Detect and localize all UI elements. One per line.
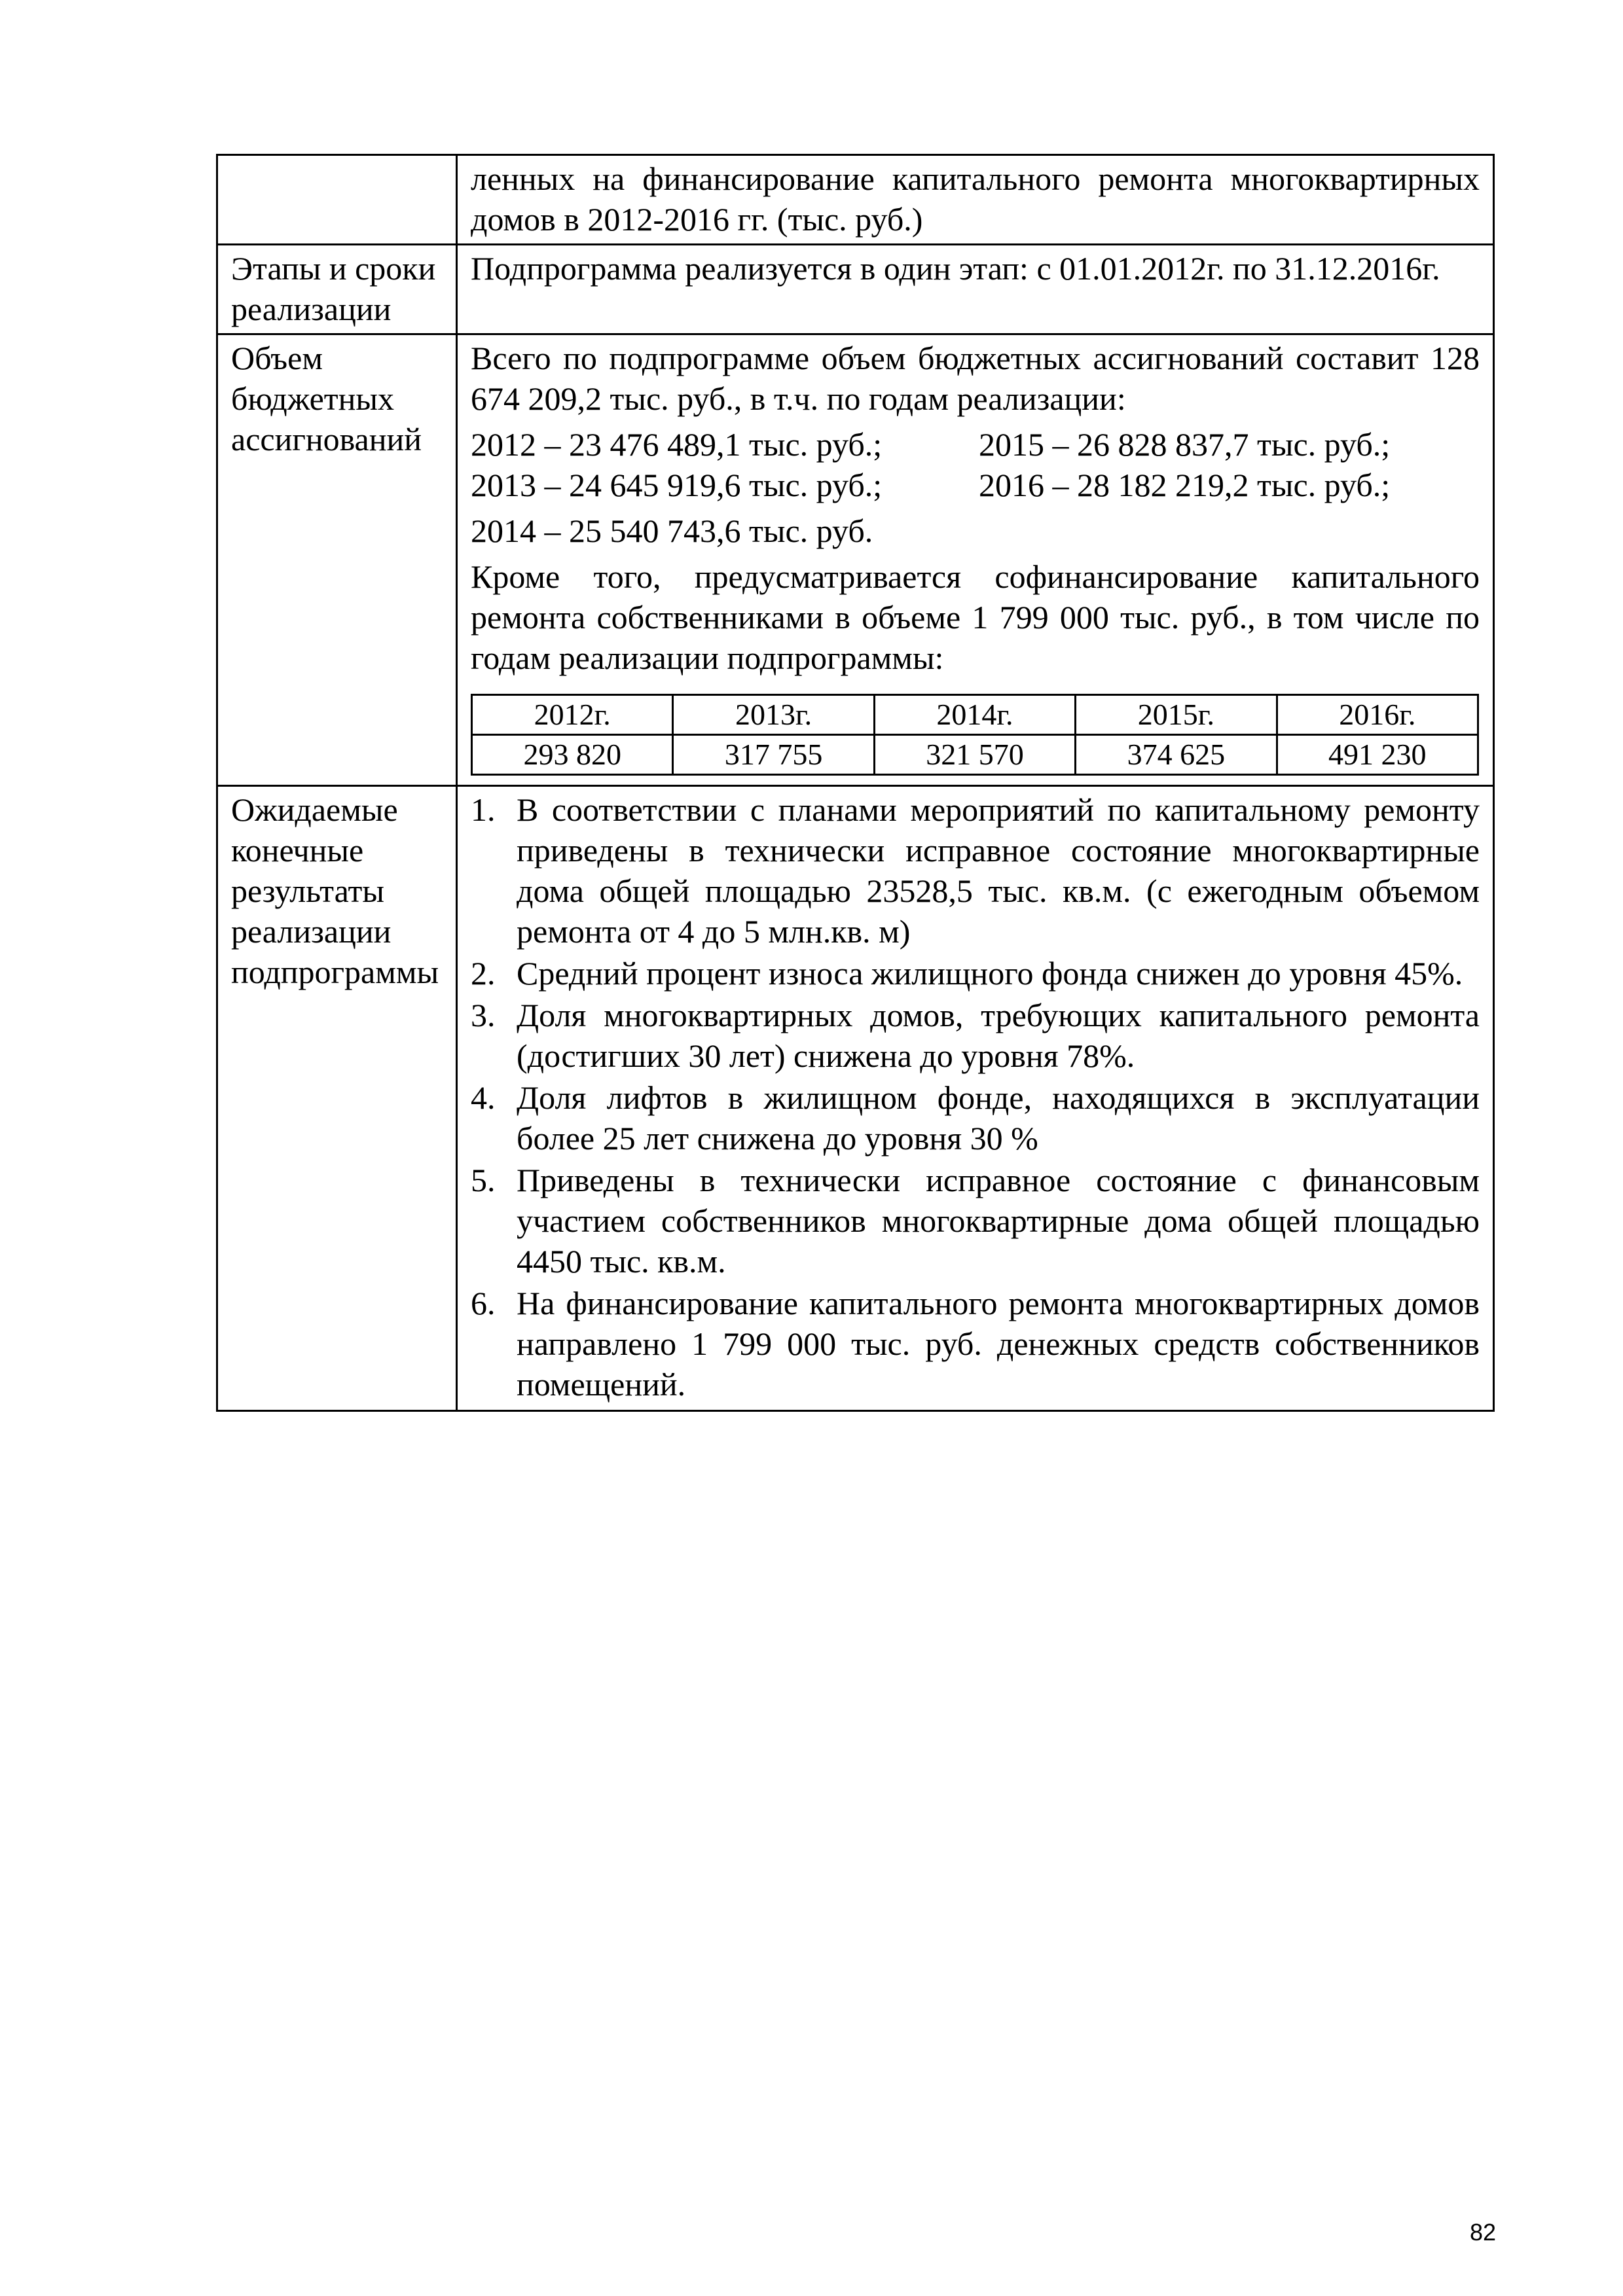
- row-value: [457, 245, 1494, 334]
- list-item-text: В соответствии с планами мероприятий по капитальному ремонту приведены в технически исправное состояние многоквартирные дома общей площадью 23528,5 тыс. кв.м. (с ежегодным объемом ремонта от 4 до 5 млн.кв. м): [517, 791, 1480, 950]
- list-item: [471, 1077, 1480, 1158]
- list-item: [471, 789, 1480, 952]
- row-value: [457, 334, 1494, 786]
- budget-year-2015: 2015 – 26 828 837,7 тыс. руб.;: [979, 426, 1391, 463]
- row-label: [217, 155, 457, 245]
- list-item-text: Доля лифтов в жилищном фонде, находящихся в эксплуатации более 25 лет снижена до уровня 30 %: [517, 1079, 1480, 1157]
- passport-table: [216, 154, 1495, 1412]
- table-header-cell: 2013г.: [673, 695, 874, 735]
- list-item-number: 5.: [471, 1162, 496, 1198]
- table-header-cell: 2014г.: [874, 695, 1075, 735]
- list-item-text: Доля многоквартирных домов, требующих капитального ремонта (достигших 30 лет) снижена до уровня 78%.: [517, 997, 1480, 1074]
- list-item-number: 1.: [471, 791, 496, 828]
- table-row: [217, 245, 1494, 334]
- table-cell: 321 570: [874, 735, 1075, 775]
- budget-intro: Всего по подпрограмме объем бюджетных ассигнований составит 128 674 209,2 тыс. руб., в т.ч. по годам реализации:: [471, 340, 1480, 417]
- list-item: [471, 953, 1480, 994]
- list-item-number: 2.: [471, 955, 496, 992]
- list-item-number: 6.: [471, 1285, 496, 1321]
- table-cell: 317 755: [673, 735, 874, 775]
- cofinancing-table: [471, 694, 1479, 776]
- table-row: [472, 735, 1478, 775]
- results-list: [471, 789, 1480, 1405]
- table-row: [217, 155, 1494, 245]
- table-header-cell: 2016г.: [1277, 695, 1478, 735]
- budget-year-2016: 2016 – 28 182 219,2 тыс. руб.;: [979, 467, 1391, 503]
- table-row: [217, 786, 1494, 1411]
- table-row: [472, 695, 1478, 735]
- budget-years: [471, 424, 1480, 505]
- row-value: [457, 786, 1494, 1411]
- list-item-text: Средний процент износа жилищного фонда снижен до уровня 45%.: [517, 955, 1463, 992]
- row-value: [457, 155, 1494, 245]
- table-cell: 374 625: [1076, 735, 1277, 775]
- continuation-text: ленных на финансирование капитального ремонта многоквартирных домов в 2012-2016 гг. (тыс. руб.): [471, 160, 1480, 238]
- list-item-number: 3.: [471, 997, 496, 1033]
- list-item-number: 4.: [471, 1079, 496, 1116]
- table-cell: 293 820: [472, 735, 673, 775]
- table-cell: 491 230: [1277, 735, 1478, 775]
- row-label-budget: Объем бюджетных ассигнований: [217, 334, 457, 786]
- budget-year-2014: 2014 – 25 540 743,6 тыс. руб.: [471, 512, 873, 549]
- list-item-text: Приведены в технически исправное состояние с финансовым участием собственников многоквартирные дома общей площадью 4450 тыс. кв.м.: [517, 1162, 1480, 1280]
- budget-year-2013: 2013 – 24 645 919,6 тыс. руб.;: [471, 467, 883, 503]
- table-row: [217, 334, 1494, 786]
- list-item-text: На финансирование капитального ремонта многоквартирных домов направлено 1 799 000 тыс. руб. денежных средств собственников помещений.: [517, 1285, 1480, 1403]
- row-label-stages: Этапы и сроки реализации: [217, 245, 457, 334]
- row-label-results: Ожидаемые конечные результаты реализации подпрограммы: [217, 786, 457, 1411]
- list-item: [471, 1283, 1480, 1405]
- list-item: [471, 1160, 1480, 1282]
- budget-year-2012: 2012 – 23 476 489,1 тыс. руб.;: [471, 426, 883, 463]
- table-header-cell: 2012г.: [472, 695, 673, 735]
- cofinancing-text: Кроме того, предусматривается софинансирование капитального ремонта собственниками в объеме 1 799 000 тыс. руб., в том числе по годам реализации подпрограммы:: [471, 558, 1480, 676]
- table-header-cell: 2015г.: [1076, 695, 1277, 735]
- page-number: 82: [1470, 2219, 1497, 2246]
- stages-text: Подпрограмма реализуется в один этап: с 01.01.2012г. по 31.12.2016г.: [471, 250, 1440, 287]
- list-item: [471, 995, 1480, 1076]
